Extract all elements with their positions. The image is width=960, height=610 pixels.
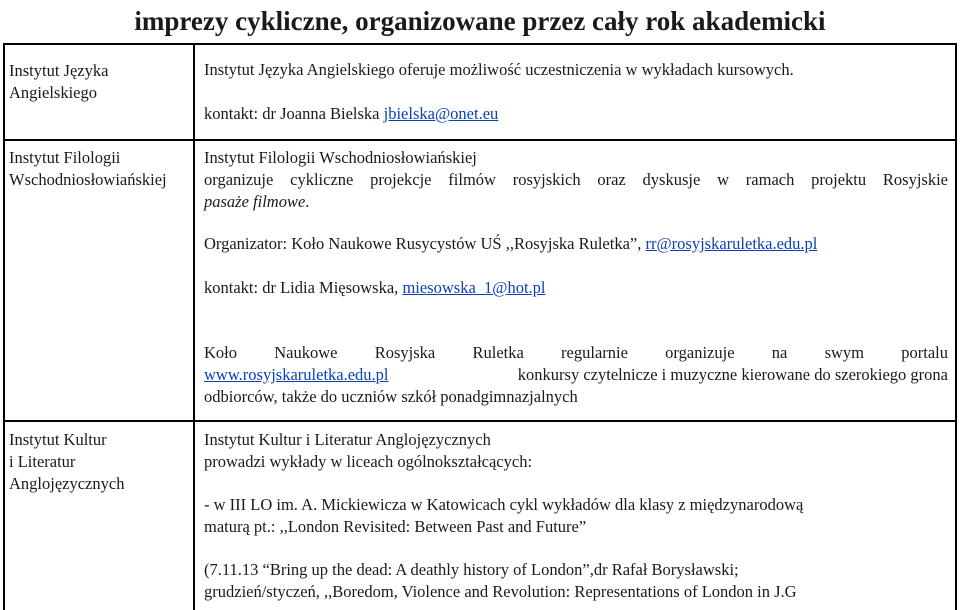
table-border-left (3, 43, 5, 610)
email-link[interactable]: jbielska@onet.eu (383, 104, 499, 123)
row-divider (3, 139, 957, 141)
page-title: imprezy cykliczne, organizowane przez cały rok akademicki (134, 6, 826, 36)
organizer-line (204, 233, 817, 255)
institute-name-line: Instytut Kultur (9, 430, 107, 449)
description-line: maturą pt.: ,,London Revisited: Between Past and Future” (204, 517, 587, 536)
institute-name-line: Instytut Filologii (9, 148, 121, 167)
institute-name-line: Instytut Języka (9, 61, 109, 80)
portal-line: Koło Naukowe Rosyjska Ruletka regularnie organizuje na swym portalu (204, 343, 948, 362)
description-line: pasaże filmowe. (204, 192, 310, 211)
institute-name-line: Anglojęzycznych (9, 474, 125, 493)
description-line: grudzień/styczeń, ,,Boredom, Violence and Revolution: Representations of London in J.G (204, 582, 797, 601)
email-link[interactable]: rr@rosyjskaruletka.edu.pl (645, 234, 818, 253)
portal-line (204, 364, 948, 386)
description-line: (7.11.13 “Bring up the dead: A deathly history of London”,dr Rafał Borysławski; (204, 560, 739, 579)
description-line: organizuje cykliczne projekcje filmów rosyjskich oraz dyskusje w ramach projektu Rosyjskie (204, 170, 948, 189)
description (204, 429, 532, 473)
table-border-top (3, 43, 957, 45)
institute-name-line: Angielskiego (9, 83, 97, 102)
lecture-dates (204, 559, 797, 603)
description-line: Instytut Kultur i Literatur Anglojęzycznych (204, 430, 491, 449)
description (204, 59, 794, 81)
table-border-right (955, 43, 957, 610)
contact-label: kontakt: dr Joanna Bielska (204, 104, 384, 123)
portal-text: konkursy czytelnicze i muzyczne kierowane do szerokiego grona (513, 365, 948, 384)
contact-line (204, 277, 546, 299)
portal-line: odbiorców, także do uczniów szkół ponadgimnazjalnych (204, 387, 578, 406)
institute-name (9, 60, 108, 104)
description-line: prowadzi wykłady w liceach ogólnokształcących: (204, 452, 533, 471)
description (204, 147, 948, 213)
email-link[interactable]: miesowska_1@hot.pl (402, 278, 546, 297)
portal-paragraph (204, 342, 948, 408)
column-divider (193, 43, 195, 610)
institute-name (9, 147, 167, 191)
institute-name-line: i Literatur (9, 452, 76, 471)
institute-name (9, 429, 124, 495)
contact-label: kontakt: dr Lidia Mięsowska, (204, 278, 403, 297)
description-line: Instytut Filologii Wschodniosłowiańskiej (204, 148, 477, 167)
organizer-label: Organizator: Koło Naukowe Rusycystów UŚ ,,Rosyjska Ruletka”, (204, 234, 646, 253)
lecture-series (204, 494, 803, 538)
project-name: pasaże filmowe (204, 192, 306, 211)
description-line: - w III LO im. A. Mickiewicza w Katowicach cykl wykładów dla klasy z międzynarodową (204, 495, 804, 514)
description-text: Instytut Języka Angielskiego oferuje możliwość uczestniczenia w wykładach kursowych. (204, 60, 794, 79)
row-divider (3, 420, 957, 422)
portal-link[interactable]: www.rosyjskaruletka.edu.pl (204, 365, 389, 384)
institute-name-line: Wschodniosłowiańskiej (9, 170, 167, 189)
contact-line (204, 103, 498, 125)
